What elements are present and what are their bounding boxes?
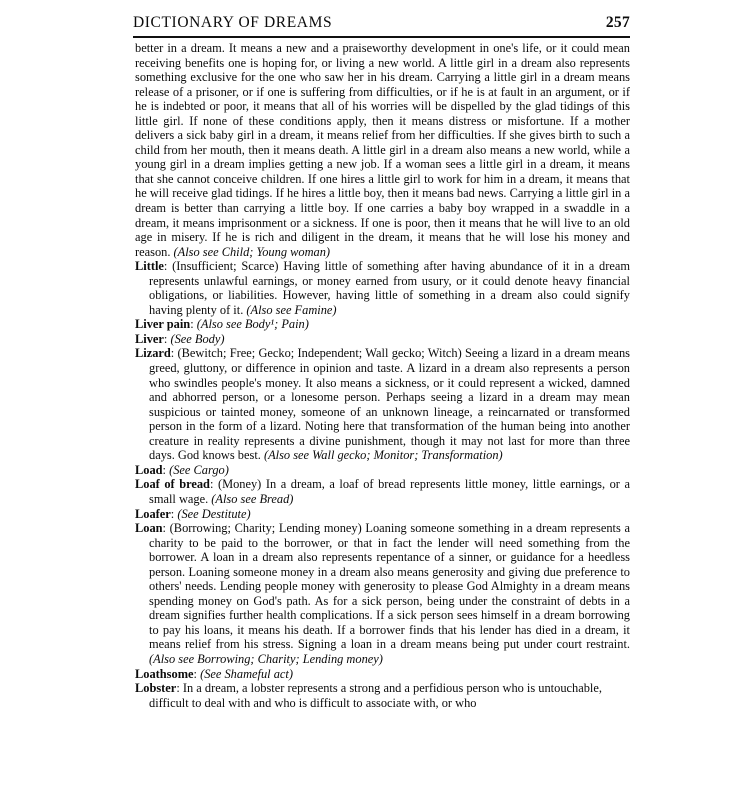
- entry-cross-reference: (See Body): [170, 331, 225, 346]
- running-head-title: DICTIONARY OF DREAMS: [133, 14, 333, 31]
- dictionary-entry: [135, 521, 630, 666]
- header-rule: [133, 36, 630, 38]
- entry-body: : (Money) In a dream, a loaf of bread represents little money, little earnings, or a small wage.: [149, 477, 630, 506]
- entry-cross-reference: (Also see Borrowing; Charity; Lending money): [149, 651, 383, 666]
- entry-body: :: [193, 666, 201, 681]
- entry-cross-reference: (Also see Body¹; Pain): [196, 317, 309, 332]
- dictionary-entry: [135, 332, 630, 347]
- dictionary-entry: [135, 681, 630, 710]
- entry-cross-reference: (Also see Child; Young woman): [173, 244, 331, 259]
- entry-cross-reference: (Also see Wall gecko; Monitor; Transformation): [263, 448, 503, 463]
- entry-body: :: [190, 317, 197, 332]
- entry-body: better in a dream. It means a new and a praiseworthy development in one's life, or it could mean receiving benefits one is hoping for, or living a new world. A little girl in a dream also represents something exclusive for the one who saw her in his dream. Carrying a little girl in a dream means release of a prisoner, or if one is suffering from difficulties, or if he is at fault in an argument, or if he is indebted or poor, it means that all of his worries will be dispelled by the glad tidings of this little girl. If none of these conditions apply, then it means distress or misfortune. If a mother delivers a sick baby girl in a dream, it means relief from her difficulties. If she gives birth to such a child from her mouth, then it means death. A little girl in a dream also means a new world, while a young girl in a dream implies getting a new job. If a woman sees a little girl in a dream, it means that she cannot conceive children. If one hires a little girl to work for him in a dream, it means that he will receive glad tidings. If he hires a little boy, then it means bad news. Carrying a little girl in a dream is better than carrying a little boy. If one carries a baby boy wrapped in a swaddle in a dream, it means imprisonment or a sickness. If one is poor, then it means that he will live to an old age in misery. If he is rich and diligent in the dream, it means that he will lose his money and reason.: [135, 41, 630, 259]
- entry-cross-reference: (Also see Bread): [211, 491, 294, 506]
- entry-headword: Loaf of bread: [135, 477, 210, 492]
- entry-headword: Liver pain: [135, 317, 191, 332]
- entry-headword: Loafer: [135, 506, 171, 521]
- dictionary-entry: [135, 346, 630, 462]
- entry-headword: Loathsome: [135, 666, 194, 681]
- entry-body: : (Bewitch; Free; Gecko; Independent; Wall gecko; Witch) Seeing a lizard in a dream means greed, gluttony, or difference in opinion and taste. A lizard in a dream also represents a person who swindles people's money. It also means a sickness, or it could represent a wicked, damned and abhorred person, or a lonesome person. Perhaps seeing a lizard in a dream may mean suspicious or tainted money, someone of an unknown lineage, a reincarnated or transformed person in the form of a lizard. Noting here that transformation of the human being into another creature in reality represents a divine punishment, though it may not last for more than three days. God knows best.: [149, 346, 630, 463]
- entry-cross-reference: (See Shameful act): [200, 666, 293, 681]
- running-head: [133, 14, 630, 32]
- entry-headword: Liver: [135, 331, 164, 346]
- entry-headword: Little: [135, 259, 164, 274]
- entry-body: : In a dream, a lobster represents a strong and a perfidious person who is untouchable, difficult to deal with and who is difficult to associate with, or who: [149, 681, 602, 710]
- entry-body: :: [170, 506, 178, 521]
- entry-headword: Load: [135, 462, 163, 477]
- entry-body: : (Borrowing; Charity; Lending money) Loaning someone something in a dream represents a charity to be paid to the borrower, or that in fact the lender will need something from the borrower. A loan in a dream also represents repentance of a sinner, or guidance for a heedless person. Loaning someone money in a dream also means generosity and giving due preference to others' needs. Lending people money with generosity to please God Almighty in a dream means spending money on God's path. As for a sick person, being under the constraint of debts in a dream signifies further health complications. If a sick person sees himself in a dream borrowing to pay his loans, it means his death. If a borrower finds that his lender has died in a dream, it means relief from his stress. Signing a loan in a dream means being put under court restraint.: [149, 521, 630, 652]
- entry-body: :: [163, 331, 171, 346]
- entry-cross-reference: (See Destitute): [177, 506, 251, 521]
- text-column: [135, 41, 630, 710]
- entry-cross-reference: (See Cargo): [169, 462, 229, 477]
- dictionary-entry: [135, 507, 630, 522]
- entry-headword: Lizard: [135, 346, 171, 361]
- dictionary-entry: [135, 259, 630, 317]
- page-number: 257: [605, 14, 630, 31]
- dictionary-entry: [135, 41, 630, 259]
- dictionary-entry: [135, 317, 630, 332]
- entry-headword: Loan: [135, 521, 163, 536]
- entry-cross-reference: (Also see Famine): [246, 302, 337, 317]
- dictionary-entry: [135, 667, 630, 682]
- entry-headword: Lobster: [135, 681, 177, 696]
- entry-body: :: [162, 462, 170, 477]
- entry-body: : (Insufficient; Scarce) Having little of something after having abundance of it in a dream represents unlawful earnings, or money earned from usury, or it could denote heavy financial obligations, or liabilities. However, having little of something in a dream also could signify having plenty of it.: [149, 259, 630, 317]
- dictionary-entry: [135, 463, 630, 478]
- dictionary-entry: [135, 477, 630, 506]
